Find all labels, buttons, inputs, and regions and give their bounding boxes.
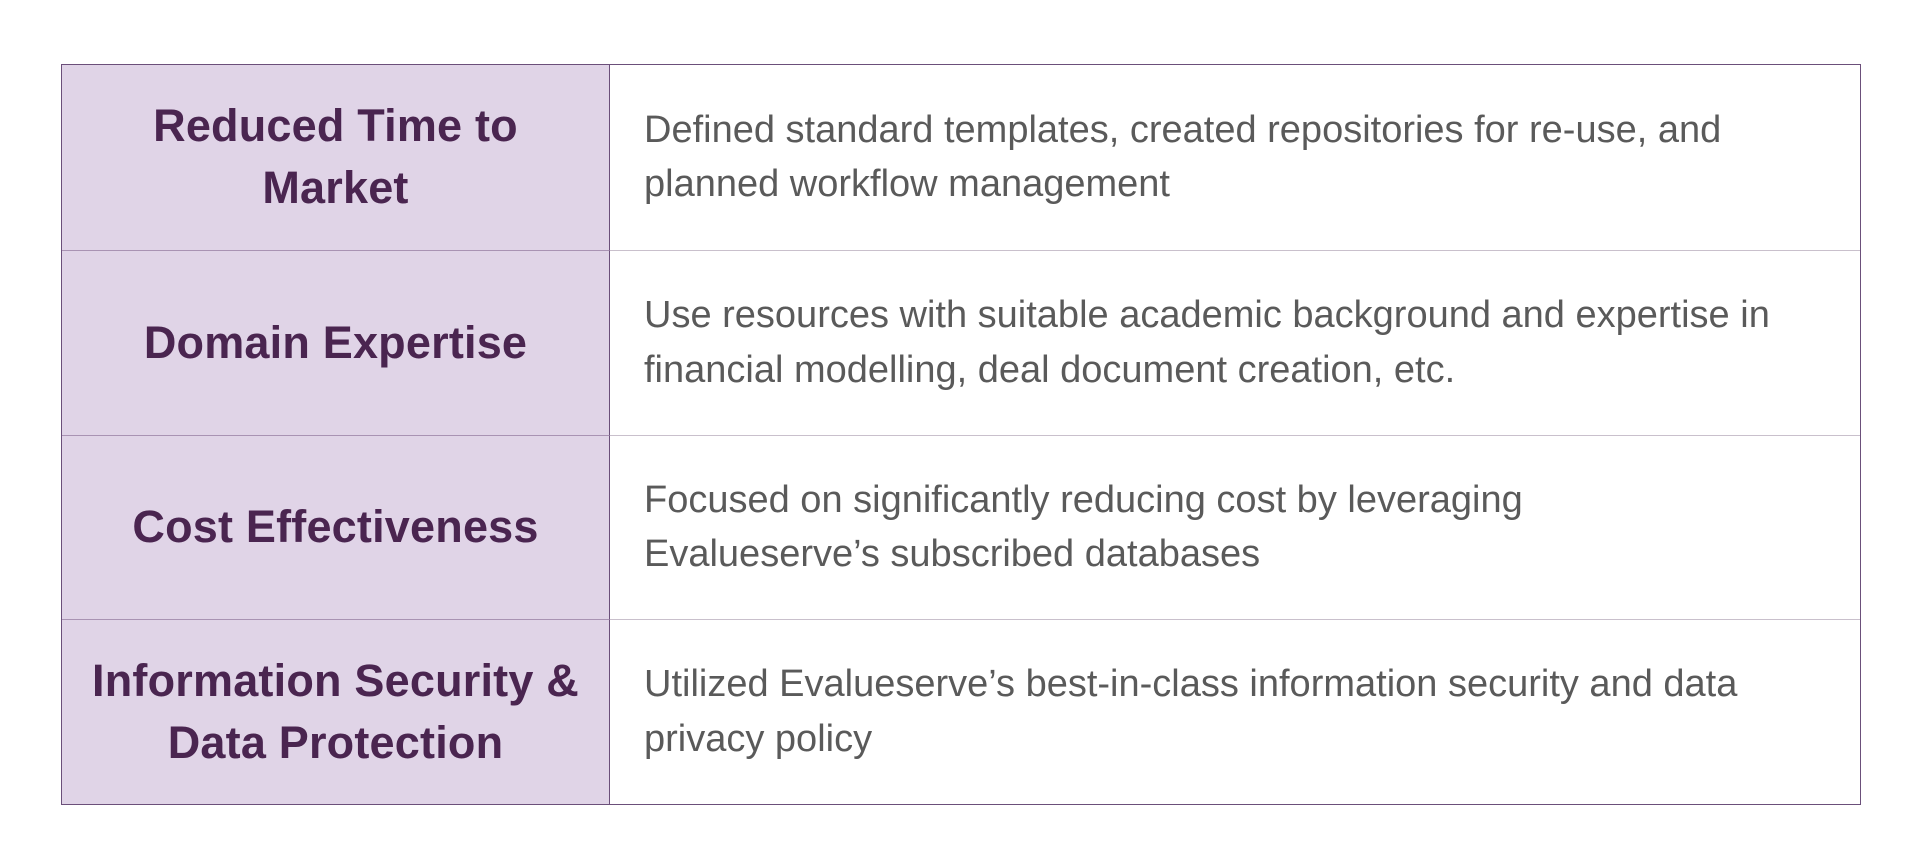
row-label: Cost Effectiveness	[132, 501, 539, 553]
row-label-cell	[62, 435, 610, 620]
row-description: Use resources with suitable academic background and expertise in financial modelling, deal document creation, etc.	[644, 293, 1770, 391]
row-label: Domain Expertise	[143, 316, 528, 368]
row-label-cell	[62, 250, 610, 435]
row-label-cell	[62, 619, 610, 804]
row-description-cell	[610, 435, 1860, 620]
row-description: Utilized Evalueserve’s best-in-class information security and data privacy policy	[644, 663, 1738, 761]
row-description-cell	[610, 250, 1860, 435]
row-description-cell	[610, 65, 1860, 250]
row-description-cell	[610, 619, 1860, 804]
row-label: Information Security & Data Protection	[92, 655, 579, 769]
row-label: Reduced Time to Market	[153, 100, 518, 214]
benefits-table	[61, 64, 1861, 805]
row-description: Defined standard templates, created repositories for re-use, and planned workflow management	[644, 108, 1722, 206]
row-label-cell	[62, 65, 610, 250]
row-description: Focused on significantly reducing cost by leveraging Evalueserve’s subscribed databases	[644, 478, 1523, 576]
